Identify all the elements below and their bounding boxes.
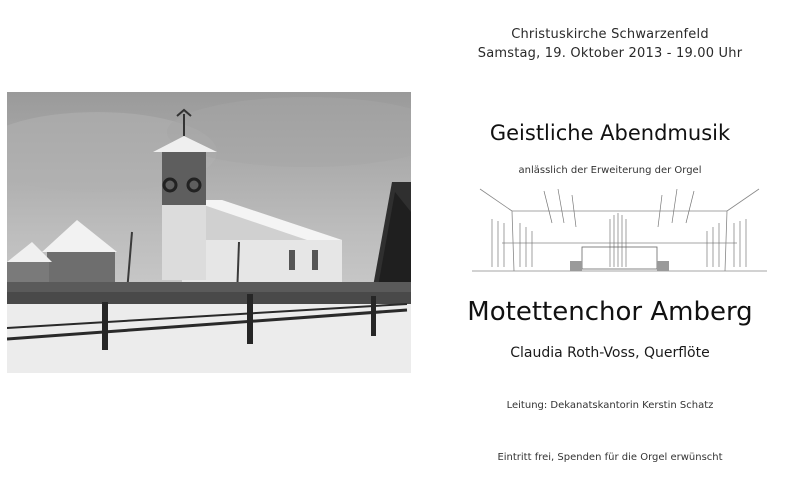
event-date: Samstag, 19. Oktober 2013 - 19.00 Uhr (477, 46, 743, 61)
admission: Eintritt frei, Spenden für die Orgel erwünscht (497, 452, 723, 463)
church-name: Christuskirche Schwarzenfeld (511, 27, 709, 42)
soloist: Claudia Roth-Voss, Querflöte (510, 345, 710, 361)
choir-name: Motettenchor Amberg (467, 297, 753, 327)
church-photo (7, 92, 411, 373)
event-title: Geistliche Abendmusik (489, 121, 731, 145)
event-occasion: anlässlich der Erweiterung der Orgel (518, 165, 702, 176)
conductor: Leitung: Dekanatskantorin Kerstin Schatz (506, 400, 714, 411)
organ-sketch (472, 183, 767, 277)
